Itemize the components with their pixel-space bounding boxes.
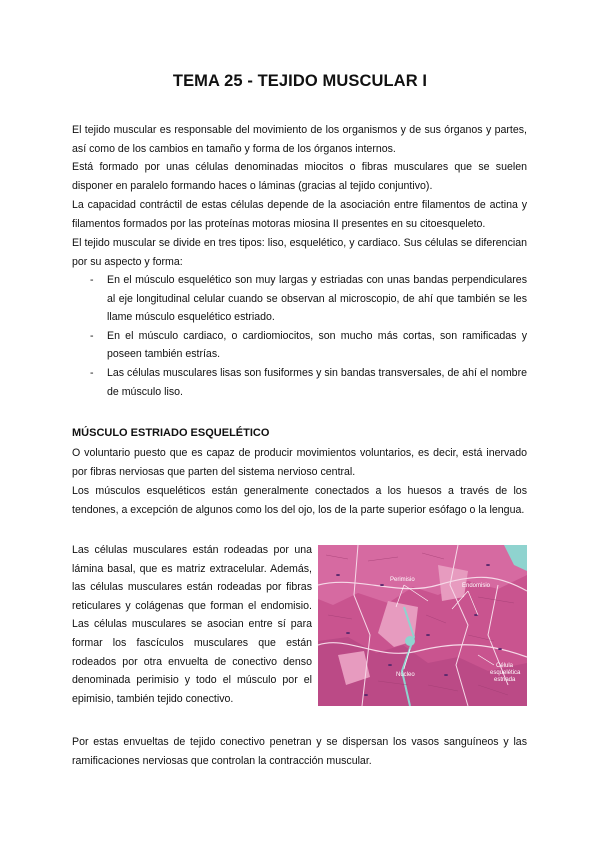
histology-micrograph (318, 545, 527, 706)
label-nucleo: Núcleo (396, 672, 415, 678)
list-item-text: Las células musculares lisas son fusiformes y sin bandas transversales, de ahí el nombre de músculo liso. (107, 366, 527, 398)
intro-paragraph-1: El tejido muscular es responsable del movimiento de los organismos y de sus órganos y partes, así como de los cambios en tamaño y forma de los órganos internos. (72, 124, 527, 155)
label-celula-3: estriada (494, 677, 516, 683)
list-item (72, 364, 527, 401)
micrograph-image (318, 545, 527, 706)
intro-paragraph-3: La capacidad contráctil de estas células depende de la asociación entre filamentos de actina y filamentos formados por las proteínas motoras miosina II presentes en su citoesqueleto. (72, 199, 527, 230)
label-endomisio: Endomisio (462, 583, 491, 589)
section-paragraph-1: O voluntario puesto que es capaz de producir movimientos voluntarios, es decir, está inervado por fibras nerviosas que parten del sistema nervioso central. (72, 447, 527, 478)
list-item-text: En el músculo esquelético son muy largas y estriadas con unas bandas perpendiculares al eje longitudinal celular cuando se observan al microscopio, de ahí que también se les llame músculo esquelético estriado. (107, 274, 527, 324)
list-item (72, 271, 527, 327)
label-perimisio: Perimisio (390, 577, 415, 583)
tissue-types-list (72, 271, 527, 401)
bullet-marker: - (90, 329, 94, 342)
section-paragraph-3: Las células musculares están rodeadas por una lámina basal, que es matriz extracelular. Además, las células musculares están rodeadas por fibras reticulares y colágenas que forman el endomisio. Las células musculares se asocian entre sí para formar los fascículos musculares que están rodeados por otra envuelta de conectivo denso denominada perimisio y todo el músculo por el epimisio, también tejido conectivo. (72, 544, 312, 705)
bullet-marker: - (90, 366, 94, 379)
label-celula-1: Célula (496, 663, 514, 669)
page-title: TEMA 25 - TEJIDO MUSCULAR I (172, 72, 428, 90)
section-paragraph-4: Por estas envueltas de tejido conectivo penetran y se dispersan los vasos sanguíneos y las ramificaciones nerviosas que controlan la contracción muscular. (72, 736, 527, 767)
list-item (72, 327, 527, 364)
label-celula-2: esquelética (490, 670, 521, 676)
intro-paragraph-4: El tejido muscular se divide en tres tipos: liso, esquelético, y cardiaco. Sus células se diferencian por su aspecto y forma: (72, 237, 527, 268)
list-item-text: En el músculo cardiaco, o cardiomiocitos, son mucho más cortas, son ramificadas y poseen también estrías. (107, 329, 527, 361)
bullet-marker: - (90, 274, 94, 286)
section-heading: MÚSCULO ESTRIADO ESQUELÉTICO (72, 427, 270, 439)
section-paragraph-2: Los músculos esqueléticos están generalmente conectados a los huesos a través de los tendones, a excepción de algunos como los del ojo, los de la parte superior esófago o la lengua. (72, 485, 527, 516)
intro-paragraph-2: Está formado por unas células denominadas miocitos o fibras musculares que se suelen disponer en paralelo formando haces o láminas (gracias al tejido conjuntivo). (72, 161, 527, 192)
